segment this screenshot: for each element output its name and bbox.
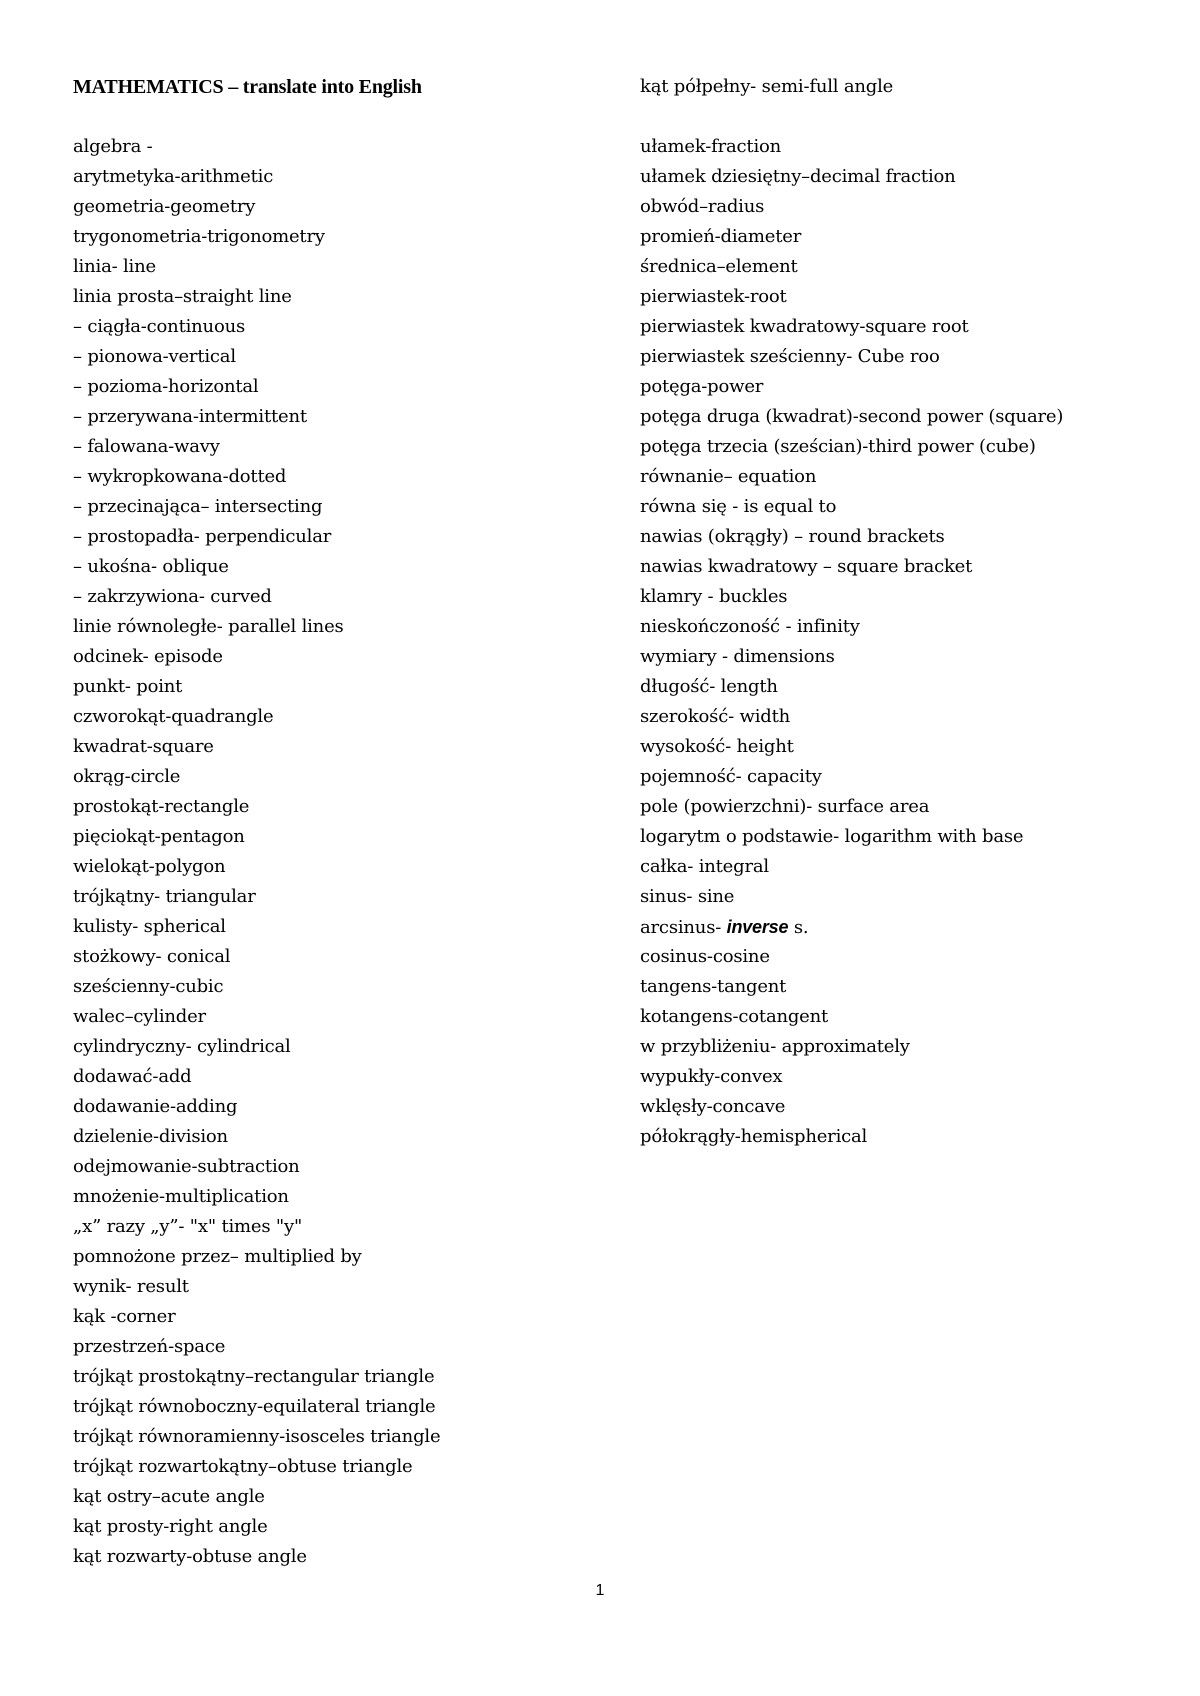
vocab-entry: geometria-geometry (73, 196, 256, 217)
vocab-entry: ułamek dziesiętny–decimal fraction (640, 166, 956, 187)
arcsinus-suffix: s. (788, 917, 809, 938)
vocab-entry: wysokość- height (640, 736, 794, 757)
vocab-entry: – zakrzywiona- curved (73, 586, 272, 607)
vocab-entry: trójkąt prostokątny–rectangular triangle (73, 1366, 435, 1387)
vocab-entry: nawias (okrągły) – round brackets (640, 526, 945, 547)
vocab-entry: dodawanie-adding (73, 1096, 238, 1117)
vocab-entry: stożkowy- conical (73, 946, 231, 967)
vocab-entry: cylindryczny- cylindrical (73, 1036, 291, 1057)
vocab-entry: pierwiastek sześcienny- Cube roo (640, 346, 940, 367)
vocab-entry: linia- line (73, 256, 156, 277)
vocab-entry: linie równoległe- parallel lines (73, 616, 344, 637)
vocab-entry: odejmowanie-subtraction (73, 1156, 300, 1177)
vocab-entry: kąk -corner (73, 1306, 176, 1327)
vocab-entry: kąt prosty-right angle (73, 1516, 268, 1537)
vocab-entry: trójkąt rozwartokątny–obtuse triangle (73, 1456, 413, 1477)
vocab-entry: czworokąt-quadrangle (73, 706, 274, 727)
vocab-entry: kąt ostry–acute angle (73, 1486, 265, 1507)
vocab-entry: kwadrat-square (73, 736, 214, 757)
vocab-entry: kąt rozwarty-obtuse angle (73, 1546, 307, 1567)
vocab-entry: wypukły-convex (640, 1066, 783, 1087)
vocab-entry: tangens-tangent (640, 976, 787, 997)
page-number: 1 (595, 1582, 605, 1599)
vocab-entry: – falowana-wavy (73, 436, 220, 457)
vocab-entry: trójkątny- triangular (73, 886, 256, 907)
vocab-entry: – pozioma-horizontal (73, 376, 259, 397)
vocab-entry: przestrzeń-space (73, 1336, 226, 1357)
vocab-entry: obwód–radius (640, 196, 765, 217)
vocab-entry: logarytm o podstawie- logarithm with base (640, 826, 1024, 847)
vocab-entry: pięciokąt-pentagon (73, 826, 245, 847)
vocab-entry: cosinus-cosine (640, 946, 770, 967)
vocab-entry: klamry - buckles (640, 586, 788, 607)
vocab-entry: trójkąt równoboczny-equilateral triangle (73, 1396, 436, 1417)
left-column (73, 72, 633, 1572)
vocab-entry: wielokąt-polygon (73, 856, 226, 877)
vocab-entry: dzielenie-division (73, 1126, 228, 1147)
vocab-entry: potęga druga (kwadrat)-second power (square) (640, 406, 1064, 427)
page-title: MATHEMATICS – translate into English (73, 76, 422, 98)
vocab-entry: równa się - is equal to (640, 496, 837, 517)
vocab-entry: arytmetyka-arithmetic (73, 166, 274, 187)
vocab-entry: kąt półpełny- semi-full angle (640, 76, 894, 97)
vocab-entry: prostokąt-rectangle (73, 796, 250, 817)
vocab-entry: pole (powierzchni)- surface area (640, 796, 930, 817)
vocab-entry: w przybliżeniu- approximately (640, 1036, 910, 1057)
vocab-entry: nawias kwadratowy – square bracket (640, 556, 973, 577)
vocab-entry: całka- integral (640, 856, 769, 877)
vocab-entry: punkt- point (73, 676, 183, 697)
vocab-entry: – przerywana-intermittent (73, 406, 307, 427)
vocab-entry: mnożenie-multiplication (73, 1186, 289, 1207)
vocab-entry-arcsinus (640, 912, 1185, 942)
vocab-entry: odcinek- episode (73, 646, 223, 667)
vocab-entry: długość- length (640, 676, 778, 697)
vocab-entry: dodawać-add (73, 1066, 192, 1087)
vocab-entry: wynik- result (73, 1276, 189, 1297)
vocab-entry: – przecinająca– intersecting (73, 496, 323, 517)
vocab-entry: pojemność- capacity (640, 766, 822, 787)
spacer (73, 102, 633, 132)
vocab-entry: linia prosta–straight line (73, 286, 292, 307)
vocab-entry: kulisty- spherical (73, 916, 226, 937)
arcsinus-prefix: arcsinus- (640, 917, 727, 938)
vocab-entry: algebra - (73, 136, 153, 157)
vocab-entry: pierwiastek-root (640, 286, 787, 307)
vocab-entry: półokrągły-hemispherical (640, 1126, 868, 1147)
vocab-entry: – wykropkowana-dotted (73, 466, 287, 487)
right-column (640, 72, 1185, 1152)
vocab-entry: – pionowa-vertical (73, 346, 236, 367)
vocab-entry: wymiary - dimensions (640, 646, 835, 667)
vocab-entry: – ukośna- oblique (73, 556, 229, 577)
vocab-entry: nieskończoność - infinity (640, 616, 860, 637)
vocab-entry: „x” razy „y”- "x" times "y" (73, 1216, 303, 1237)
vocab-entry: – prostopadła- perpendicular (73, 526, 332, 547)
vocab-entry: pomnożone przez– multiplied by (73, 1246, 362, 1267)
vocab-entry: trójkąt równoramienny-isosceles triangle (73, 1426, 441, 1447)
vocab-entry: wklęsły-concave (640, 1096, 786, 1117)
vocab-entry: kotangens-cotangent (640, 1006, 829, 1027)
vocab-entry: sześcienny-cubic (73, 976, 224, 997)
inverse-emphasis: inverse (726, 917, 789, 937)
vocab-entry: walec–cylinder (73, 1006, 206, 1027)
vocab-entry: promień-diameter (640, 226, 802, 247)
vocab-entry: sinus- sine (640, 886, 735, 907)
vocab-entry: równanie– equation (640, 466, 817, 487)
vocab-entry: ułamek-fraction (640, 136, 782, 157)
vocab-entry: okrąg-circle (73, 766, 181, 787)
vocab-entry: potęga-power (640, 376, 764, 397)
spacer (640, 102, 1185, 132)
vocab-entry: średnica–element (640, 256, 798, 277)
vocab-entry: trygonometria-trigonometry (73, 226, 325, 247)
vocab-entry: – ciągła-continuous (73, 316, 246, 337)
vocab-entry: pierwiastek kwadratowy-square root (640, 316, 969, 337)
vocab-entry: szerokość- width (640, 706, 790, 727)
vocab-entry: potęga trzecia (sześcian)-third power (cube) (640, 436, 1036, 457)
